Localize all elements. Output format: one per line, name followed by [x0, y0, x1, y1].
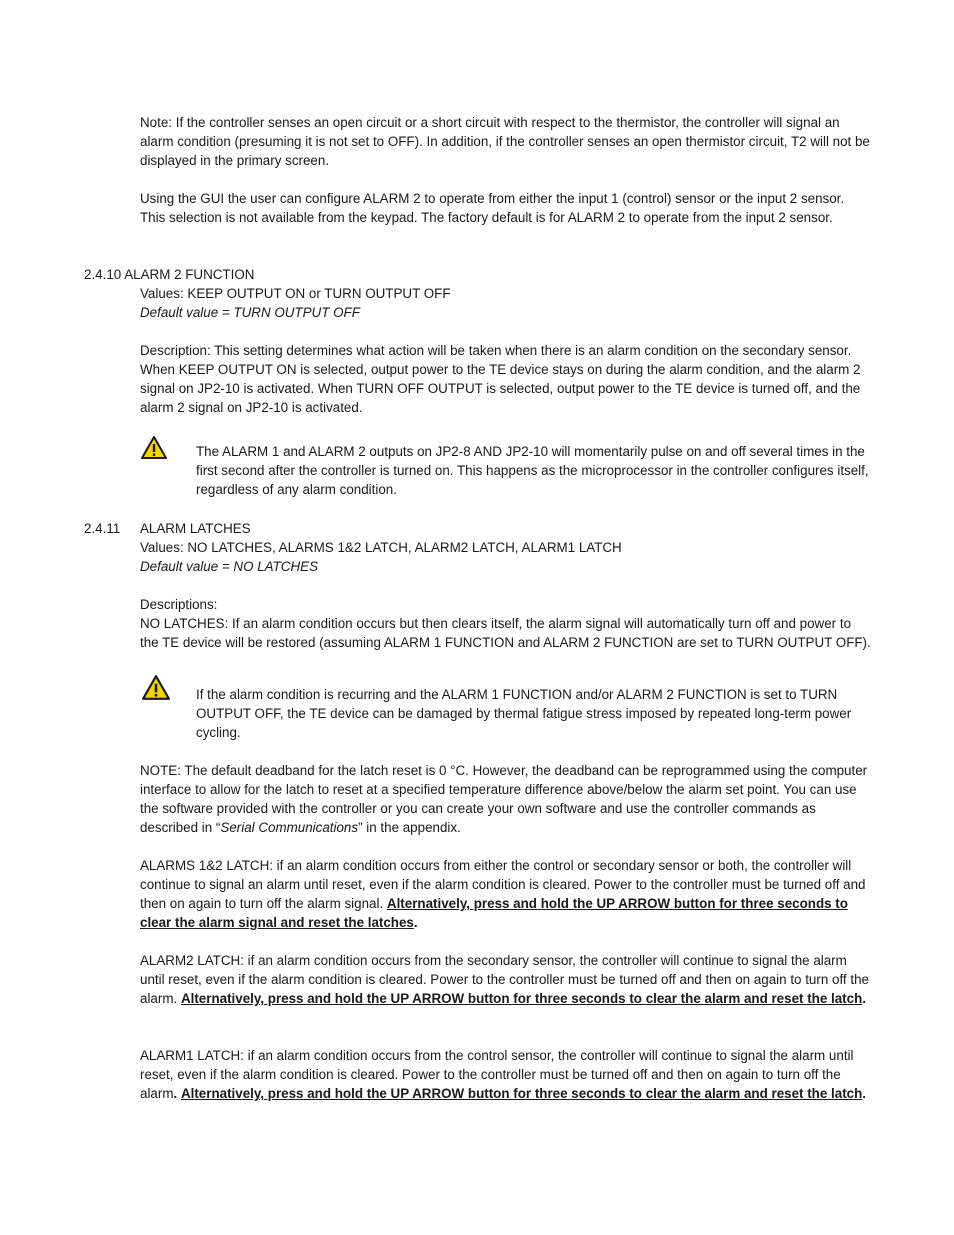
section-title: ALARM 2 FUNCTION	[124, 267, 255, 282]
alarms-1-2-latch-description: ALARMS 1&2 LATCH: if an alarm condition occurs from either the control or secondary sensor or both, the controller will continue to signal an alarm until reset, even if the alarm condition is cleared. Power to the controller must be turned off and then on again to turn off the alarm signal. Alternatively, press and hold the UP ARROW button for three seconds to clear the alarm signal and reset the latches.	[140, 858, 866, 930]
deadband-note: NOTE: The default deadband for the latch reset is 0 °C. However, the deadband can be reprogrammed using the computer interface to allow for the latch to reset at a specified temperature difference above/below the alarm set point. You can use the software provided with the controller or you can create your own software and use the controller commands as described in “Serial Communications” in the appendix.	[140, 763, 868, 835]
default-value: Default value = NO LATCHES	[140, 559, 318, 574]
gui-config-paragraph: Using the GUI the user can configure ALARM 2 to operate from either the input 1 (control) sensor or the input 2 sensor. This selection is not available from the keypad. The factory default is for ALARM 2 to operate from the input 2 sensor.	[140, 191, 845, 225]
warning-text: If the alarm condition is recurring and the ALARM 1 FUNCTION and/or ALARM 2 FUNCTION is set to TURN OUTPUT OFF, the TE device can be damaged by thermal fatigue stress imposed by repeated long-term power cycling.	[196, 687, 852, 740]
reset-instruction: Alternatively, press and hold the UP ARROW button for three seconds to clear the alarm and reset the latch	[180, 1086, 863, 1101]
alarm2-description: Description: This setting determines what action will be taken when there is an alarm condition on the secondary sensor. When KEEP OUTPUT ON is selected, output power to the TE device stays on during the alarm condition, and the alarm 2 signal on JP2-10 is activated. When TURN OFF OUTPUT is selected, output power to the TE device is turned off, and the alarm 2 signal on JP2-10 is activated.	[140, 343, 861, 415]
reset-instruction: Alternatively, press and hold the UP ARROW button for three seconds to clear the alarm signal and reset the latches	[140, 896, 848, 930]
note-open-circuit: Note: If the controller senses an open circuit or a short circuit with respect to the thermistor, the controller will signal an alarm condition (presuming it is not set to OFF). In addition, if the controller senses an open thermistor circuit, T2 will not be displayed in the primary screen.	[140, 115, 870, 168]
section-number: 2.4.11	[84, 521, 121, 536]
warning-triangle-icon	[140, 435, 168, 461]
no-latches-description: NO LATCHES: If an alarm condition occurs but then clears itself, the alarm signal will automatically turn off and power to the TE device will be restored (assuming ALARM 1 FUNCTION and ALARM 2 FUNCTION are set to TURN OUTPUT OFF).	[140, 616, 871, 650]
section-number: 2.4.10	[84, 267, 122, 282]
alarm2-values: Values: KEEP OUTPUT ON or TURN OUTPUT OFF Default value = TURN OUTPUT OFF	[140, 284, 872, 322]
latches-values: Values: NO LATCHES, ALARMS 1&2 LATCH, ALARM2 LATCH, ALARM1 LATCH Default value = NO LATCHES	[140, 538, 872, 576]
serial-communications-reference: Serial Communications	[220, 820, 359, 835]
alarm2-latch-description: ALARM2 LATCH: if an alarm condition occurs from the secondary sensor, the controller will continue to signal the alarm until reset, even if the alarm condition is cleared. Power to the controller must be turned off and then on again to turn off the alarm. Alternatively, press and hold the UP ARROW button for three seconds to clear the alarm and reset the latch.	[140, 953, 869, 1006]
section-title: ALARM LATCHES	[140, 521, 251, 536]
section-heading-2-4-10	[84, 265, 254, 284]
descriptions-label: Descriptions:	[140, 597, 218, 612]
alarm1-latch-description: ALARM1 LATCH: if an alarm condition occurs from the control sensor, the controller will continue to signal the alarm until reset, even if the alarm condition is cleared. Power to the controller must be turned off and then on again to turn off the alarm. Alternatively, press and hold the UP ARROW button for three seconds to clear the alarm and reset the latch.	[140, 1048, 867, 1101]
section-heading-2-4-11	[84, 519, 251, 538]
latches-descriptions	[140, 595, 872, 652]
reset-instruction: Alternatively, press and hold the UP ARROW button for three seconds to clear the alarm and reset the latch	[180, 991, 863, 1006]
warning-triangle-icon	[140, 674, 172, 702]
default-value: Default value = TURN OUTPUT OFF	[140, 305, 360, 320]
warning-text: The ALARM 1 and ALARM 2 outputs on JP2-8 AND JP2-10 will momentarily pulse on and off several times in the first second after the controller is turned on. This happens as the microprocessor in the controller configures itself, regardless of any alarm condition.	[196, 444, 869, 497]
